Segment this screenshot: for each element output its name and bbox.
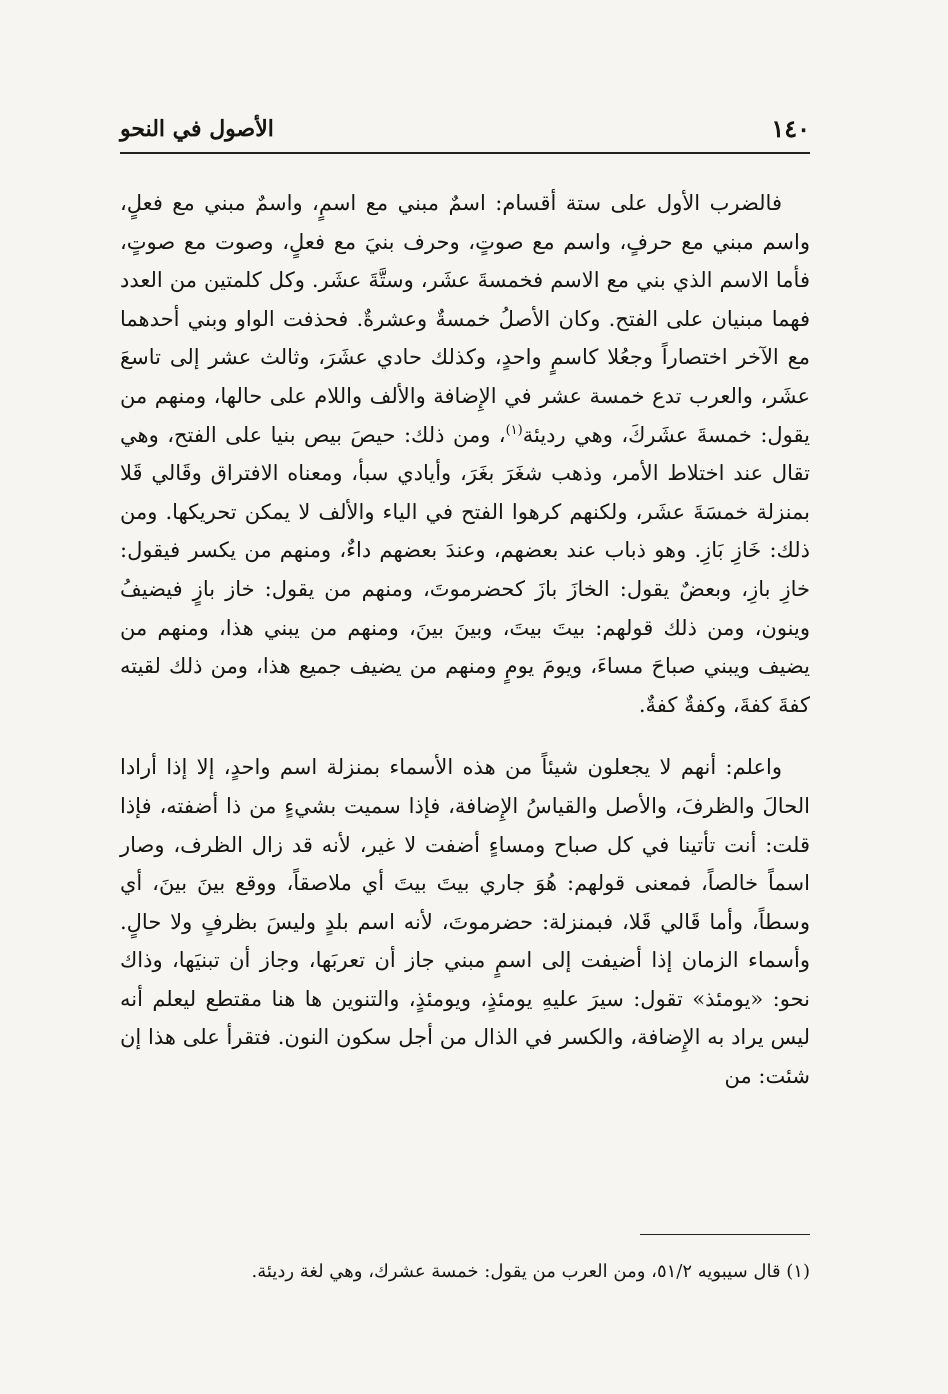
running-header <box>120 112 810 154</box>
book-title: الأصول في النحو <box>120 116 274 142</box>
footnote-divider <box>640 1234 810 1235</box>
paragraph-1-text: فالضرب الأول على ستة أقسام: اسمٌ مبني مع اسمٍ، واسمٌ مبني مع فعلٍ، واسم مبني مع حرفٍ، واسم مع صوتٍ، وحرف بنيَ مع فعلٍ، وصوت مع صوتٍ، فأما الاسم الذي بني مع الاسم فخمسةَ عشَر، وستَّةَ عشَر. وكل كلمتين من العدد فهما مبنيان على الفتح. وكان الأصلُ خمسةٌ وعشرةٌ. فحذفت الواو وبني أحدهما مع الآخر اختصاراً وجعُلا كاسمٍ واحدٍ، وكذلك حادي عشَرَ، وثالث عشر إلى تاسعَ عشَر، والعرب تدع خمسة عشر في الإِضافة والألف واللام على حالها، ومنهم من يقول: خمسةَ عشَركَ، وهي رديئة <box>120 191 810 447</box>
footnote: (١) قال سيبويه ٥١/٢، ومن العرب من يقول: خمسة عشرك، وهي لغة رديئة. <box>251 1261 810 1282</box>
footnote-marker: (١) <box>505 422 523 438</box>
paragraph-1-continuation: ، ومن ذلك: حيصَ بيص بنيا على الفتح، وهي تقال عند اختلاط الأمر، وذهب شغَرَ بغَرَ، وأيادي سبأ، ومعناه الافتراق وقَالي قَلا بمنزلة خمسَةَ عشَر، ولكنهم كرهوا الفتح في الياء والألف لا يمكن تحريكها. ومن ذلك: خَازِ بَازِ. وهو ذباب عند بعضهم، وعندَ بعضهم داءٌ، ومنهم من يكسر فيقول: خازِ بازِ، وبعضٌ يقول: الخازَ بازَ كحضرموتَ، ومنهم من يقول: خاز بازٍ فيضيفُ وينون، ومن ذلك قولهم: بيتَ بيتَ، وبينَ بينَ، ومنهم من يبني هذا، ومنهم من يضيف ويبني صباحَ مساءَ، ويومَ يومٍ ومنهم من يضيف جميع هذا، ومن ذلك لقيته كفةَ كفةَ، وكفةٌ كفةٌ. <box>120 422 810 717</box>
main-text <box>120 184 810 1096</box>
page-number: ١٤٠ <box>771 114 810 143</box>
paragraph-2: واعلم: أنهم لا يجعلون شيئاً من هذه الأسماء بمنزلة اسم واحدٍ، إلا إذا أرادا الحالَ والظرفَ، والأصل والقياسُ الإِضافة، فإذا سميت بشيءٍ من ذا أضفته، فإذا قلت: أنت تأتينا في كل صباح ومساءٍ أضفت لا غير، لأنه قد زال الظرف، وصار اسماً خالصاً، فمعنى قولهم: هُوَ جاري بيتَ بيتَ أي ملاصقاً، ووقع بينَ بينَ، أي وسطاً، وأما قَالي قَلا، فبمنزلة: حضرموتَ، لأنه اسم بلدٍ وليسَ بظرفٍ ولا حالٍ. وأسماء الزمان إذا أضيفت إلى اسمٍ مبني جاز أن تعربَها، وجاز أن تبنيَها، وذاك نحو: «يومئذ» تقول: سيرَ عليهِ يومئذٍ، ويومئذٍ، والتنوين ها هنا مقتطع ليعلم أنه ليس يراد به الإِضافة، والكسر في الذال من أجل سكون النون. فتقرأ على هذا إن شئت: من <box>120 755 810 1089</box>
paragraph-1 <box>120 184 810 724</box>
